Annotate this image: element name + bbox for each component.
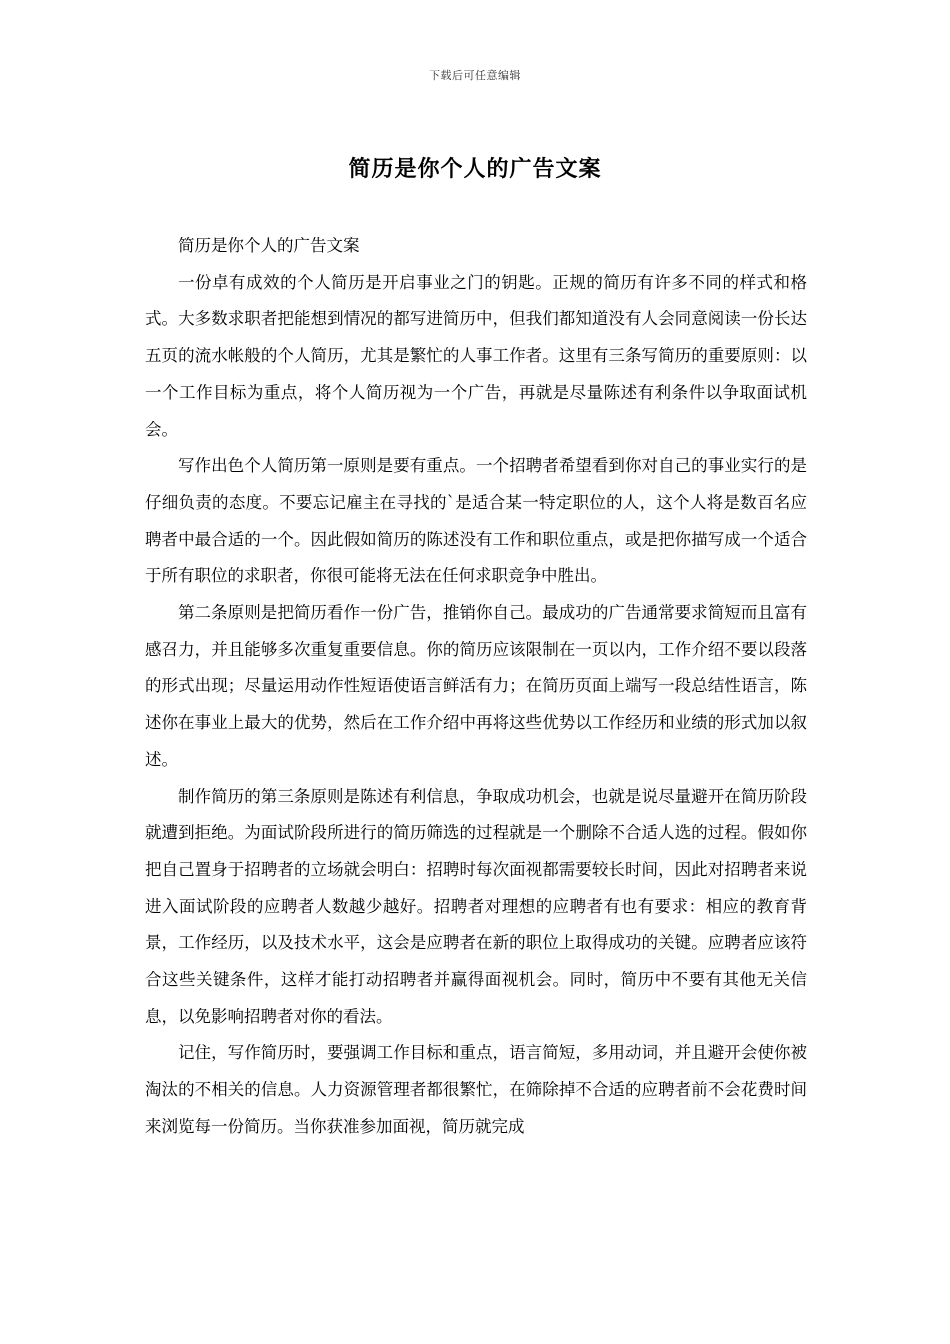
document-title: 简历是你个人的广告文案 bbox=[348, 156, 602, 182]
document-body bbox=[145, 228, 807, 1146]
page-header-note: 下载后可任意编辑 bbox=[429, 69, 521, 82]
body-paragraph: 写作出色个人简历第一原则是要有重点。一个招聘者希望看到你对自己的事业实行的是仔细负责的态度。不要忘记雇主在寻找的`是适合某一特定职位的人，这个人将是数百名应聘者中最合适的一个。因此假如简历的陈述没有工作和职位重点，或是把你描写成一个适合于所有职位的求职者，你很可能将无法在任何求职竞争中胜出。 bbox=[145, 456, 807, 586]
body-paragraph: 简历是你个人的广告文案 bbox=[178, 236, 360, 255]
body-paragraph: 一份卓有成效的个人简历是开启事业之门的钥匙。正规的简历有许多不同的样式和格式。大多数求职者把能想到情况的都写进简历中，但我们都知道没有人会同意阅读一份长达五页的流水帐般的个人简历，尤其是繁忙的人事工作者。这里有三条写简历的重要原则：以一个工作目标为重点，将个人简历视为一个广告，再就是尽量陈述有利条件以争取面试机会。 bbox=[145, 272, 807, 439]
body-paragraph: 制作简历的第三条原则是陈述有利信息，争取成功机会，也就是说尽量避开在简历阶段就遭到拒绝。为面试阶段所进行的简历筛选的过程就是一个删除不合适人选的过程。假如你把自己置身于招聘者的立场就会明白：招聘时每次面视都需要较长时间，因此对招聘者来说进入面试阶段的应聘者人数越少越好。招聘者对理想的应聘者有也有要求：相应的教育背景，工作经历，以及技术水平，这会是应聘者在新的职位上取得成功的关键。应聘者应该符合这些关键条件，这样才能打动招聘者并赢得面视机会。同时，简历中不要有其他无关信息，以免影响招聘者对你的看法。 bbox=[145, 786, 807, 1026]
body-paragraph: 第二条原则是把简历看作一份广告，推销你自己。最成功的广告通常要求简短而且富有感召力，并且能够多次重复重要信息。你的简历应该限制在一页以内，工作介绍不要以段落的形式出现；尽量运用动作性短语使语言鲜活有力；在简历页面上端写一段总结性语言，陈述你在事业上最大的优势，然后在工作介绍中再将这些优势以工作经历和业绩的形式加以叙述。 bbox=[145, 603, 807, 769]
body-paragraph: 记住，写作简历时，要强调工作目标和重点，语言简短，多用动词，并且避开会使你被淘汰的不相关的信息。人力资源管理者都很繁忙，在筛除掉不合适的应聘者前不会花费时间来浏览每一份简历。当你获准参加面视，简历就完成 bbox=[145, 1043, 807, 1136]
